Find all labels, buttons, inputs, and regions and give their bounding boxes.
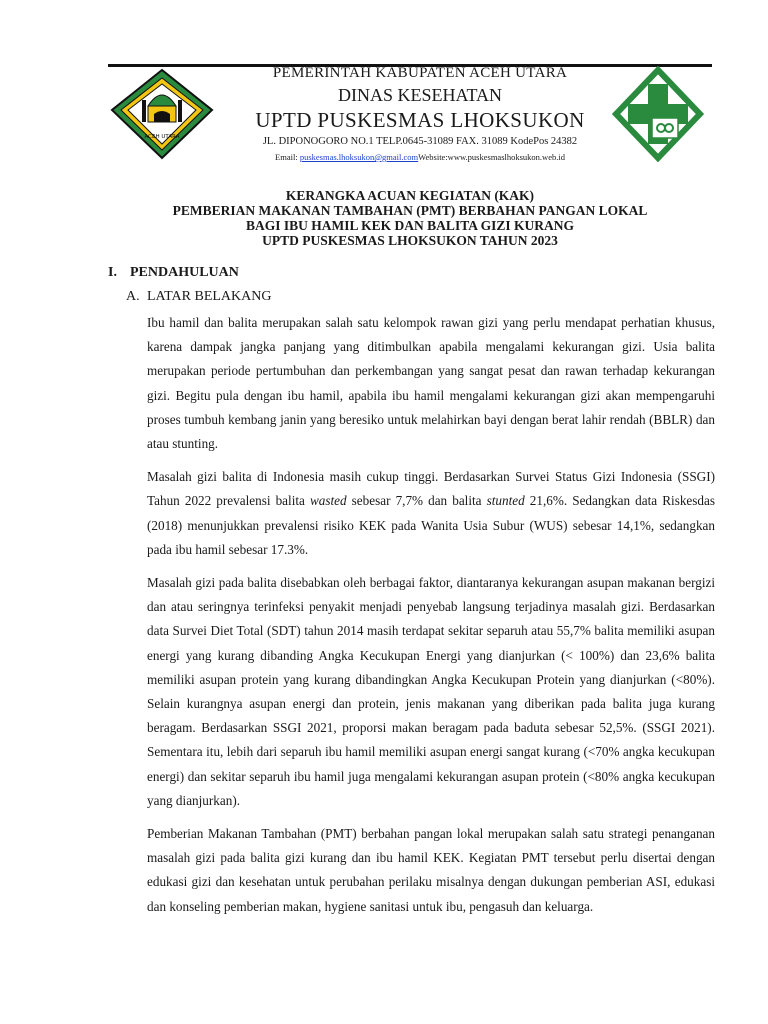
paragraph-2-part-b: sebesar 7,7% dan balita bbox=[346, 493, 487, 509]
letterhead bbox=[230, 64, 610, 163]
government-line: PEMERINTAH KABUPATEN ACEH UTARA bbox=[272, 65, 568, 81]
paragraph-2 bbox=[147, 465, 715, 562]
title-line-2: PEMBERIAN MAKANAN TAMBAHAN (PMT) BERBAHAN PANGAN LOKAL bbox=[172, 203, 648, 218]
section-heading bbox=[108, 265, 239, 281]
paragraph-2-part-c: 21,6%. Sedangkan data Riskesdas (2018) menunjukkan prevalensi risiko KEK pada Wanita Usia Subur (WUS) sebesar 14,1%, sedangkan pada ibu hamil sebesar 17.3%. bbox=[147, 493, 715, 557]
paragraph-2-part-a: Masalah gizi balita di Indonesia masih cukup tinggi. Berdasarkan Survei Status Gizi Indonesia (SSGI) Tahun 2022 prevalensi balita bbox=[147, 469, 715, 509]
emblem-caption: ACEH UTARA bbox=[144, 134, 180, 140]
title-line-3: BAGI IBU HAMIL KEK DAN BALITA GIZI KURANG bbox=[246, 218, 574, 233]
institution-name: UPTD PUSKESMAS LHOKSUKON bbox=[255, 108, 585, 132]
email-label: Email: bbox=[275, 152, 300, 162]
subsection-title: LATAR BELAKANG bbox=[147, 289, 272, 304]
section-title: PENDAHULUAN bbox=[130, 265, 239, 280]
email-link[interactable]: puskesmas.lhoksukon@gmail.com bbox=[299, 152, 419, 162]
body-text bbox=[147, 311, 715, 928]
term-stunted: stunted bbox=[486, 493, 525, 509]
subsection-letter: A. bbox=[126, 289, 140, 304]
aceh-utara-emblem-icon bbox=[108, 66, 216, 162]
section-number: I. bbox=[108, 265, 117, 280]
title-line-4: UPTD PUSKESMAS LHOKSUKON TAHUN 2023 bbox=[262, 233, 558, 248]
contact-line bbox=[230, 151, 610, 163]
paragraph-4: Pemberian Makanan Tambahan (PMT) berbahan pangan lokal merupakan salah satu strategi penanganan masalah gizi pada balita gizi kurang dan ibu hamil KEK. Kegiatan PMT tersebut perlu disertai dengan edukasi gizi dan kesehatan untuk perubahan perilaku misalnya dengan dukungan pemberian ASI, edukasi dan konseling pemberian makan, hygiene sanitasi untuk ibu, pengasuh dan keluarga. bbox=[147, 826, 715, 914]
address-line: JL. DIPONOGORO NO.1 TELP.0645-31089 FAX. 31089 KodePos 24382 bbox=[262, 136, 578, 147]
document-title bbox=[108, 188, 712, 248]
subsection-heading bbox=[126, 289, 271, 305]
department-line: DINAS KESEHATAN bbox=[337, 85, 503, 105]
puskesmas-logo-icon bbox=[612, 66, 704, 162]
website-text: Website:www.puskesmaslhoksukon.web.id bbox=[418, 152, 565, 162]
term-wasted: wasted bbox=[309, 493, 347, 509]
title-line-1: KERANGKA ACUAN KEGIATAN (KAK) bbox=[285, 188, 535, 203]
paragraph-3: Masalah gizi pada balita disebabkan oleh berbagai faktor, diantaranya kekurangan asupan makanan bergizi dan atau seringnya terinfeksi penyakit menjadi penyebab langsung terjadinya masalah gizi. Berdasarkan data Survei Diet Total (SDT) tahun 2014 masih terdapat sekitar separuh atau 55,7% balita memiliki asupan energi yang kurang dibanding Angka Kecukupan Energi yang dianjurkan (< 100%) dan 23,6% balita memiliki asupan protein yang kurang dibandingkan Angka Kecukupan Protein yang dianjurkan (<80%). Selain kurangnya asupan energi dan protein, jenis makanan yang diberikan pada balita juga kurang beragam. Berdasarkan SSGI 2021, proporsi makan beragam pada baduta sebesar 52,5%. (SSGI 2021). Sementara itu, lebih dari separuh ibu hamil memiliki asupan energi sangat kurang (<70% angka kecukupan energi) dan sekitar separuh ibu hamil juga mengalami kekurangan asupan protein (<80% angka kecukupan yang dianjurkan). bbox=[147, 575, 715, 808]
paragraph-1: Ibu hamil dan balita merupakan salah satu kelompok rawan gizi yang perlu mendapat perhatian khusus, karena dampak jangka panjang yang ditimbulkan apabila mengalami kekurangan gizi. Usia balita merupakan periode pertumbuhan dan perkembangan yang sangat pesat dan rawan terhadap kekurangan gizi. Begitu pula dengan ibu hamil, apabila ibu hamil mengalami kekurangan gizi akan mempengaruhi proses tumbuh kembang janin yang beresiko untuk melahirkan bayi dengan berat lahir rendah (BBLR) dan atau stunting. bbox=[147, 315, 715, 452]
